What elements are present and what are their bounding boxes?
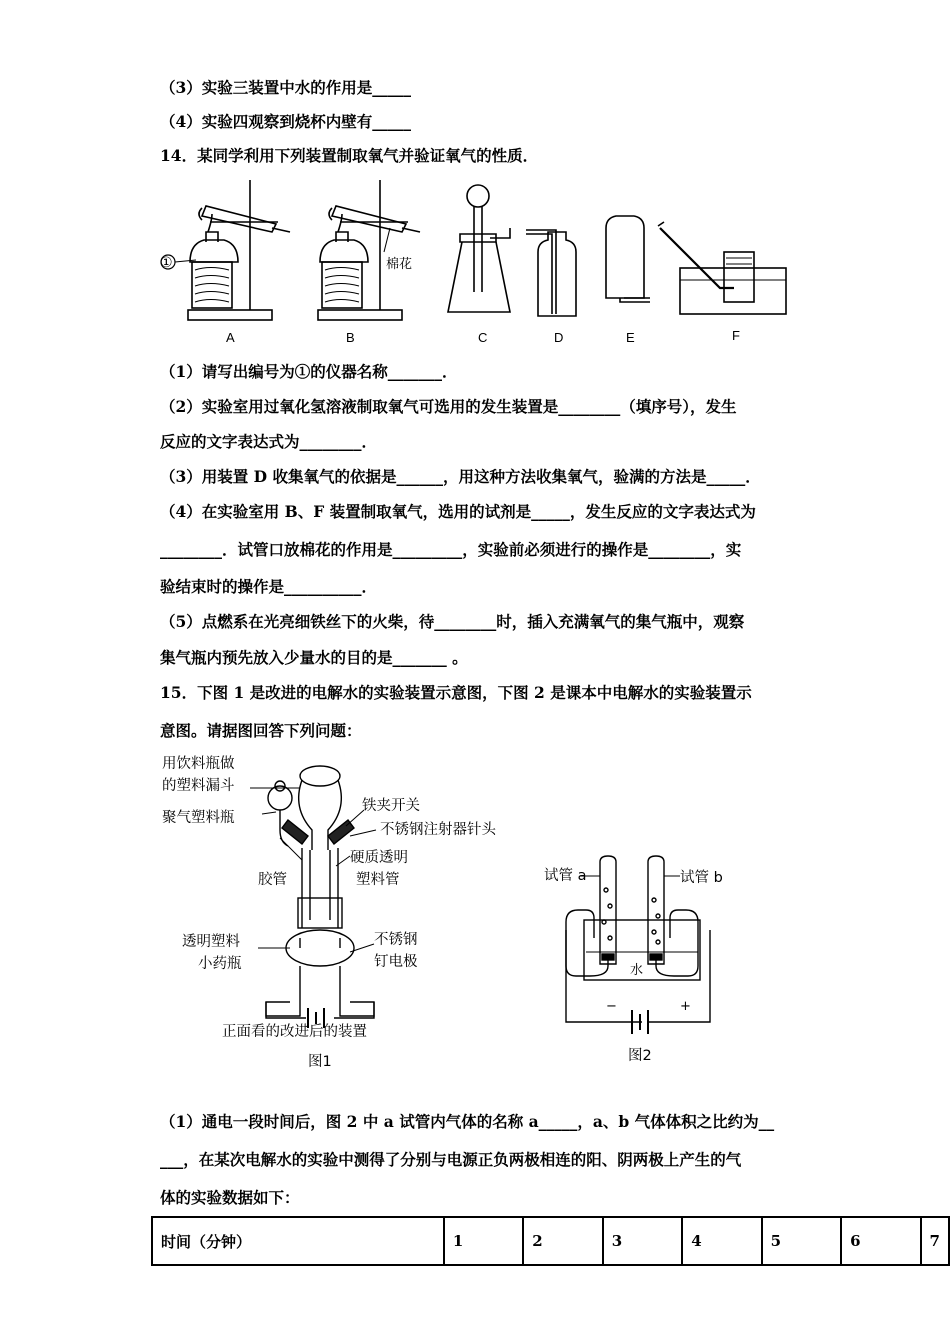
fig1-label-clamp: 铁夹开关 <box>362 798 420 814</box>
label-cotton: 棉花 <box>386 256 413 271</box>
fig1-label-electrode-1: 不锈钢 <box>374 932 418 948</box>
fig2-label-minus: − <box>606 999 617 1014</box>
table-col-2: 2 <box>523 1217 602 1265</box>
label-e: E <box>626 330 635 345</box>
q15-part1-line1: （1）通电一段时间后，图 2 中 a 试管内气体的名称 a_____，a、b 气体体积之比约为__ <box>160 1112 775 1131</box>
q14-part5-line1: （5）点燃系在光亮细铁丝下的火柴，待________时，插入充满氧气的集气瓶中，观察 <box>160 612 745 631</box>
electrolysis-data-table <box>151 1216 950 1266</box>
label-c: C <box>478 330 488 345</box>
fig2-label-plus: + <box>680 999 691 1014</box>
label-b: B <box>346 330 355 345</box>
fig1-label-funnel-2: 的塑料漏斗 <box>162 778 235 794</box>
fig2-name: 图2 <box>628 1048 652 1064</box>
table-col-6: 6 <box>841 1217 920 1265</box>
apparatus-d <box>526 230 576 316</box>
q14-part2-line1: （2）实验室用过氧化氢溶液制取氧气可选用的发生装置是________（填序号），发生 <box>160 397 737 416</box>
apparatus-e <box>606 216 650 302</box>
fig1-label-funnel-1: 用饮料瓶做 <box>162 756 235 772</box>
q13-part4: （4）实验四观察到烧杯内壁有_____ <box>160 112 412 131</box>
label-d: D <box>554 330 564 345</box>
fig2-label-tube-b: 试管 b <box>680 870 723 886</box>
fig2-label-tube-a: 试管 a <box>544 868 587 884</box>
q14-part4-line2: ________．试管口放棉花的作用是_________，实验前必须进行的操作是________，实 <box>160 540 742 559</box>
table-header-time: 时间（分钟） <box>152 1217 444 1265</box>
q14-part3: （3）用装置 D 收集氧气的依据是______，用这种方法收集氧气，验满的方法是_____． <box>160 467 761 486</box>
label-f: F <box>732 328 740 343</box>
q15-figure-1 <box>150 748 540 1078</box>
q15-figure-2 <box>540 850 740 1070</box>
fig1-label-bottle: 聚气塑料瓶 <box>162 810 235 826</box>
q14-title: 14．某同学利用下列装置制取氧气并验证氧气的性质． <box>160 146 539 165</box>
table-col-7: 7 <box>921 1217 949 1265</box>
apparatus-a <box>161 180 290 320</box>
fig1-label-vial-1: 透明塑料 <box>182 934 240 950</box>
label-a: A <box>226 330 235 345</box>
table-row <box>152 1217 949 1265</box>
q14-part2-line2: 反应的文字表达式为________． <box>160 432 378 451</box>
q14-part4-line3: 验结束时的操作是__________． <box>160 577 378 596</box>
q15-part1-line3: 体的实验数据如下： <box>160 1188 300 1207</box>
fig1-label-hose: 胶管 <box>258 872 287 888</box>
fig1-label-vial-2: 小药瓶 <box>198 956 242 972</box>
fig1-label-needle: 不锈钢注射器针头 <box>380 822 496 838</box>
fig1-label-tube-1: 硬质透明 <box>350 850 408 866</box>
fig1-label-electrode-2: 钉电极 <box>374 954 418 970</box>
fig1-name: 图1 <box>308 1054 332 1070</box>
apparatus-f <box>658 222 786 314</box>
table-col-1: 1 <box>444 1217 523 1265</box>
q15-part1-line2: ___，在某次电解水的实验中测得了分别与电源正负两极相连的阳、阴两极上产生的气 <box>160 1150 742 1169</box>
table-col-5: 5 <box>762 1217 841 1265</box>
table-col-4: 4 <box>682 1217 761 1265</box>
apparatus-c <box>448 185 510 312</box>
table-col-3: 3 <box>603 1217 682 1265</box>
marker-1: ① <box>160 254 173 270</box>
q15-title-line2: 意图。请据图回答下列问题： <box>160 721 362 740</box>
q14-part5-line2: 集气瓶内预先放入少量水的目的是_______ 。 <box>160 648 468 667</box>
q14-apparatus-figure <box>150 172 800 352</box>
apparatus-b <box>318 180 420 320</box>
q14-part1: （1）请写出编号为①的仪器名称_______． <box>160 362 458 381</box>
fig1-caption: 正面看的改进后的装置 <box>222 1024 367 1040</box>
q15-title-line1: 15．下图 1 是改进的电解水的实验装置示意图，下图 2 是课本中电解水的实验装置示 <box>160 683 752 702</box>
q14-part4-line1: （4）在实验室用 B、F 装置制取氧气，选用的试剂是_____，发生反应的文字表达式为 <box>160 502 756 521</box>
fig1-label-tube-2: 塑料管 <box>356 872 400 888</box>
fig2-label-water: 水 <box>630 963 644 978</box>
q13-part3: （3）实验三装置中水的作用是_____ <box>160 78 412 97</box>
